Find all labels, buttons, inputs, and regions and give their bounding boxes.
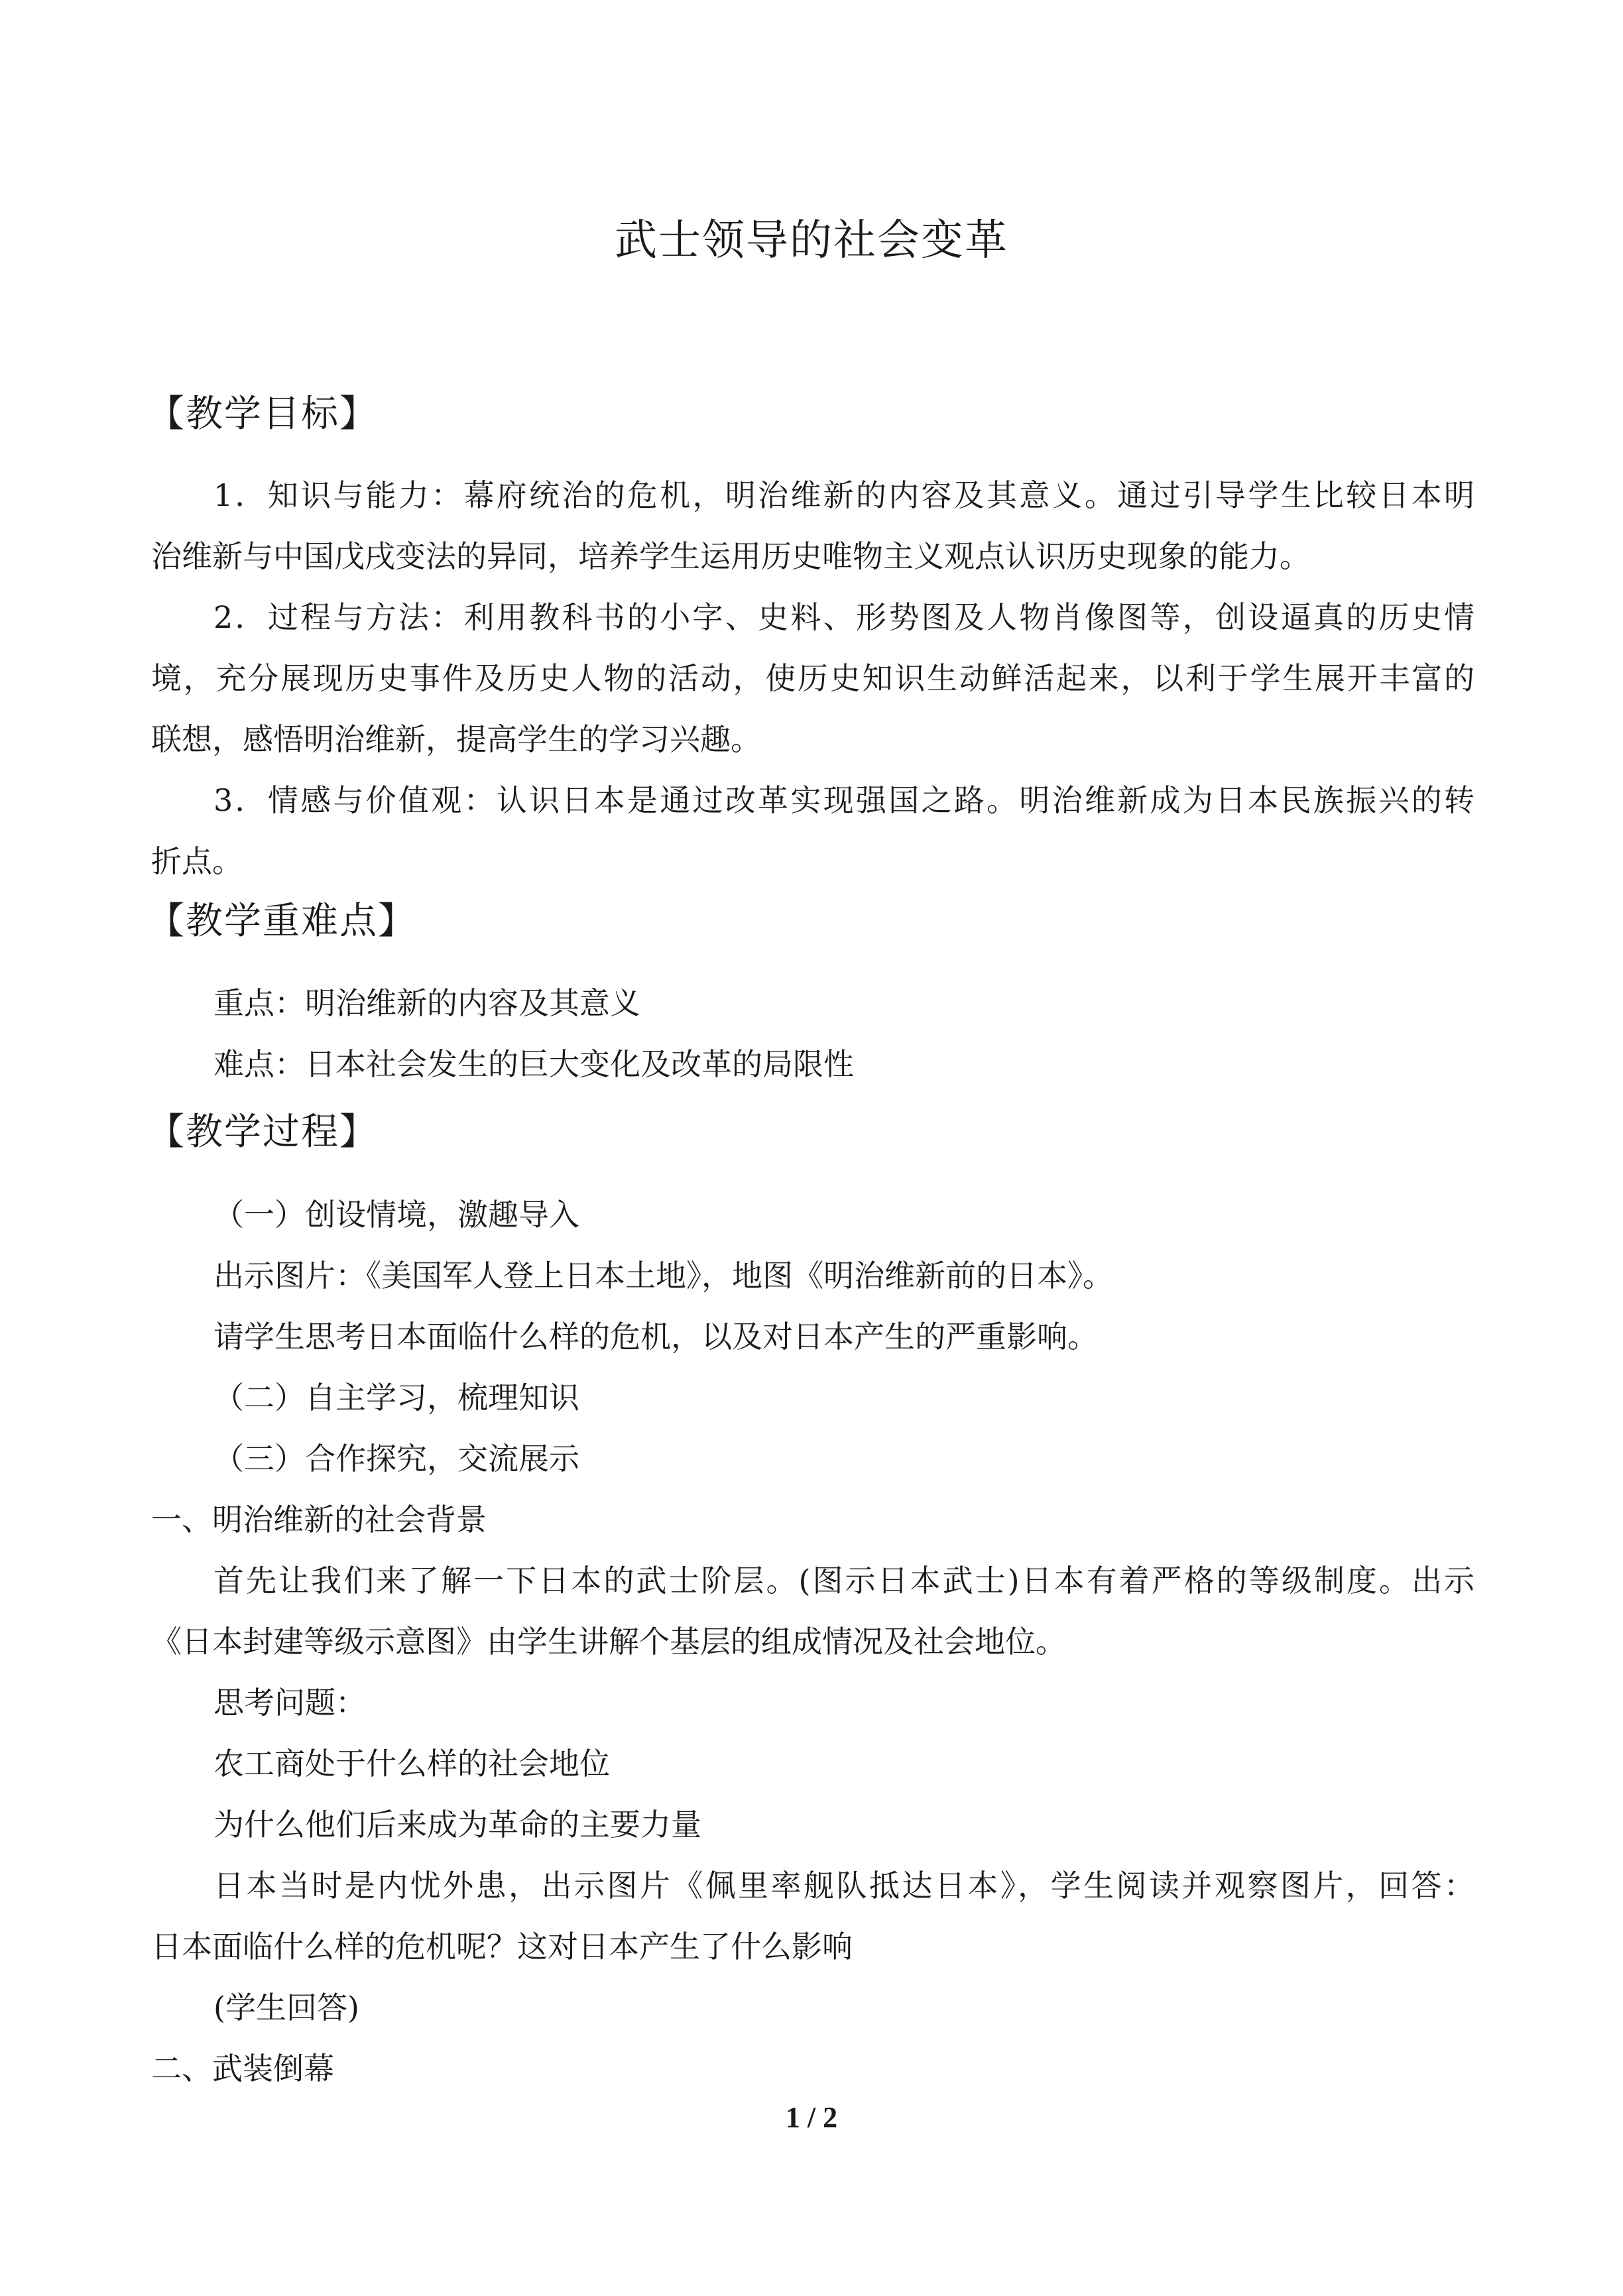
key-point-focus: 重点：明治维新的内容及其意义	[213, 985, 640, 1021]
process-step-3: （三）合作探究，交流展示	[213, 1441, 579, 1477]
process-step-1-show: 出示图片：《美国军人登上日本土地》，地图《明治维新前的日本》。	[213, 1258, 1113, 1294]
part-1-line-3: 日本当时是内忧外患，出示图片《佩里率舰队抵达日本》，学生阅读并观察图片，回答：	[213, 1868, 1474, 1903]
page-number: 1 / 2	[785, 2101, 838, 2134]
part-1-line-2: 《日本封建等级示意图》由学生讲解个基层的组成情况及社会地位。	[151, 1624, 1066, 1660]
process-heading: 【教学过程】	[147, 1111, 378, 1154]
process-step-1: （一）创设情境，激趣导入	[213, 1197, 579, 1233]
objective-2-line-2: 境，充分展现历史事件及历史人物的活动，使历史知识生动鲜活起来，以利于学生展开丰富的	[151, 660, 1474, 696]
process-step-1-think: 请学生思考日本面临什么样的危机，以及对日本产生的严重影响。	[213, 1319, 1098, 1355]
key-point-difficulty: 难点：日本社会发生的巨大变化及改革的局限性	[213, 1046, 854, 1082]
objectives-heading: 【教学目标】	[147, 393, 378, 436]
part-2-title: 二、武装倒幕	[151, 2051, 334, 2086]
process-step-2: （二）自主学习，梳理知识	[213, 1380, 579, 1416]
part-1-line-1: 首先让我们来了解一下日本的武士阶层。(图示日本武士)日本有着严格的等级制度。出示	[213, 1563, 1474, 1599]
question-2: 为什么他们后来成为革命的主要力量	[213, 1807, 701, 1843]
student-answer: (学生回答)	[213, 1990, 359, 2025]
objective-3-line-1: 3．情感与价值观：认识日本是通过改革实现强国之路。明治维新成为日本民族振兴的转	[213, 782, 1474, 818]
objective-2-line-1: 2．过程与方法：利用教科书的小字、史料、形势图及人物肖像图等，创设逼真的历史情	[213, 599, 1474, 635]
objective-1-line-1: 1．知识与能力：幕府统治的危机，明治维新的内容及其意义。通过引导学生比较日本明	[213, 477, 1474, 513]
question-label: 思考问题：	[213, 1685, 366, 1721]
key-points-heading: 【教学重难点】	[147, 900, 416, 943]
document-title: 武士领导的社会变革	[615, 216, 1008, 265]
part-1-line-4: 日本面临什么样的危机呢？这对日本产生了什么影响	[151, 1929, 853, 1964]
objective-1-line-2: 治维新与中国戊戌变法的异同，培养学生运用历史唯物主义观点认识历史现象的能力。	[151, 538, 1310, 574]
objective-2-line-3: 联想，感悟明治维新，提高学生的学习兴趣。	[151, 721, 761, 757]
part-1-title: 一、明治维新的社会背景	[151, 1502, 487, 1538]
objective-3-line-2: 折点。	[151, 843, 243, 879]
question-1: 农工商处于什么样的社会地位	[213, 1746, 610, 1782]
